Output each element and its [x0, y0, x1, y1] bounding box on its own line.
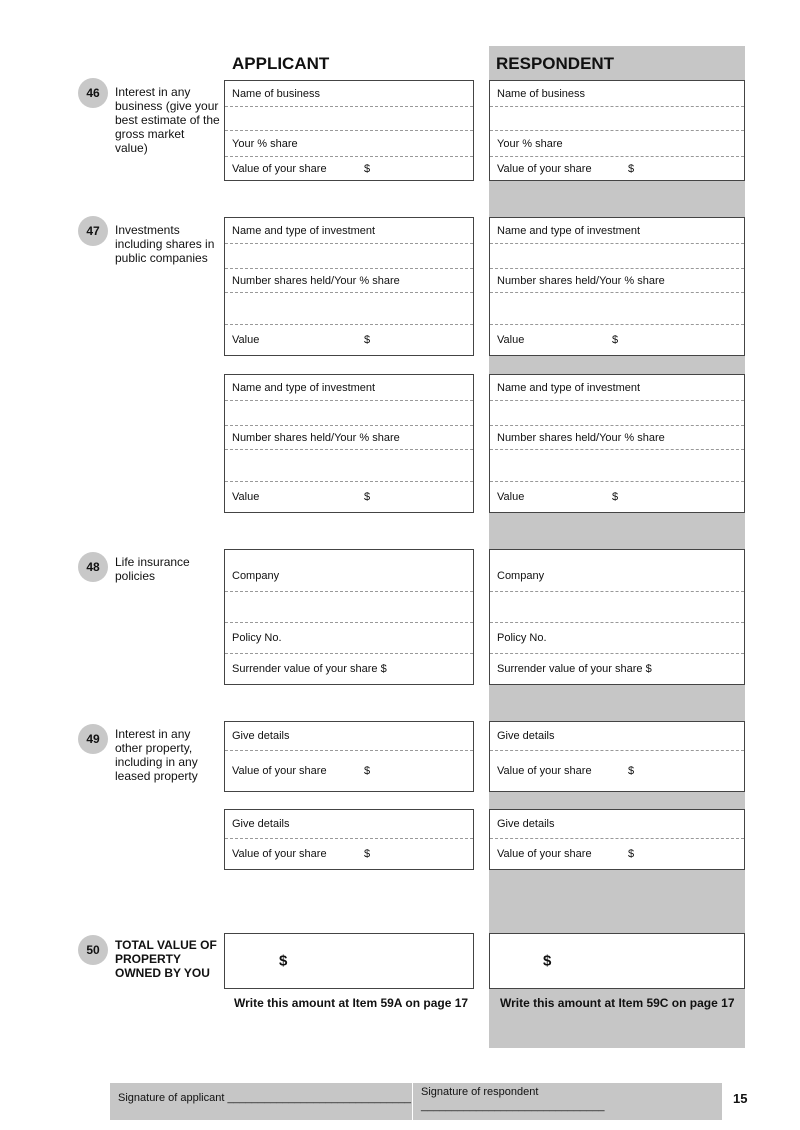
give-details-field[interactable]: Give details [232, 730, 290, 742]
question-50-label: TOTAL VALUE OF PROPERTY OWNED BY YOU [115, 938, 217, 980]
applicant-investment-box-1 [224, 217, 474, 356]
name-of-business-field[interactable]: Name of business [232, 87, 321, 100]
number-shares-entry[interactable] [490, 292, 744, 324]
name-of-business-entry[interactable] [225, 106, 473, 130]
respondent-investment-box-2 [489, 374, 745, 513]
give-details-field[interactable]: Give details [497, 818, 555, 830]
investment-name-field[interactable]: Name and type of investment [232, 381, 376, 394]
currency-symbol: $ [543, 952, 552, 970]
page-number: 15 [733, 1091, 748, 1106]
investment-value-field[interactable]: Value $ [225, 481, 473, 512]
company-entry[interactable] [490, 591, 744, 622]
number-shares-entry[interactable] [225, 292, 473, 324]
company-field[interactable]: Company [232, 570, 280, 582]
surrender-value-field[interactable]: Surrender value of your share $ [225, 653, 473, 684]
investment-value-field[interactable]: Value $ [225, 324, 473, 355]
value-of-share-field[interactable]: Value of your share $ [490, 838, 744, 869]
investment-name-field[interactable]: Name and type of investment [232, 224, 376, 237]
applicant-insurance-box [224, 549, 474, 685]
number-shares-field[interactable]: Number shares held/Your % share [490, 268, 744, 292]
respondent-insurance-box [489, 549, 745, 685]
name-of-business-field[interactable]: Name of business [497, 87, 586, 100]
value-of-share-field[interactable]: Value of your share $ [490, 156, 744, 180]
value-of-share-field[interactable]: Value of your share $ [225, 750, 473, 791]
respondent-total-value-field[interactable] [489, 933, 745, 989]
your-share-field[interactable]: Your % share [225, 130, 473, 156]
question-number-48: 48 [78, 552, 108, 582]
investment-name-field[interactable]: Name and type of investment [497, 381, 641, 394]
currency-symbol: $ [279, 952, 288, 970]
respondent-signature-line[interactable]: ______________________________ [421, 1100, 605, 1112]
respondent-total-note: Write this amount at Item 59C on page 17 [500, 996, 735, 1010]
respondent-investment-box-1 [489, 217, 745, 356]
respondent-signature-label: Signature of respondent [421, 1086, 539, 1098]
investment-value-field[interactable]: Value $ [490, 481, 744, 512]
question-48-label: Life insurance policies [115, 555, 190, 583]
applicant-signature-line[interactable]: Signature of applicant ______________________________ [118, 1092, 411, 1104]
question-49-label: Interest in any other property, including in any leased property [115, 727, 198, 783]
investment-name-entry[interactable] [225, 400, 473, 425]
respondent-column-band [489, 46, 745, 1048]
applicant-business-box [224, 80, 474, 181]
investment-name-entry[interactable] [490, 243, 744, 268]
number-shares-entry[interactable] [225, 449, 473, 481]
question-number-49: 49 [78, 724, 108, 754]
value-of-share-field[interactable]: Value of your share $ [225, 156, 473, 180]
question-number-46: 46 [78, 78, 108, 108]
give-details-field[interactable]: Give details [232, 818, 290, 830]
value-of-share-field[interactable]: Value of your share $ [490, 750, 744, 791]
policy-number-field[interactable]: Policy No. [490, 622, 744, 653]
investment-value-field[interactable]: Value $ [490, 324, 744, 355]
investment-name-field[interactable]: Name and type of investment [497, 224, 641, 237]
policy-number-field[interactable]: Policy No. [225, 622, 473, 653]
respondent-business-box [489, 80, 745, 181]
company-field[interactable]: Company [497, 570, 545, 582]
your-share-field[interactable]: Your % share [490, 130, 744, 156]
question-46-label: Interest in any business (give your best estimate of the gross market value) [115, 85, 220, 155]
respondent-property-box-1 [489, 721, 745, 792]
number-shares-field[interactable]: Number shares held/Your % share [490, 425, 744, 449]
question-number-47: 47 [78, 216, 108, 246]
number-shares-entry[interactable] [490, 449, 744, 481]
surrender-value-field[interactable]: Surrender value of your share $ [490, 653, 744, 684]
respondent-header: RESPONDENT [496, 54, 615, 73]
applicant-property-box-2 [224, 809, 474, 870]
name-of-business-entry[interactable] [490, 106, 744, 130]
question-number-50: 50 [78, 935, 108, 965]
number-shares-field[interactable]: Number shares held/Your % share [225, 268, 473, 292]
investment-name-entry[interactable] [225, 243, 473, 268]
investment-name-entry[interactable] [490, 400, 744, 425]
respondent-property-box-2 [489, 809, 745, 870]
applicant-investment-box-2 [224, 374, 474, 513]
give-details-field[interactable]: Give details [497, 730, 555, 742]
question-47-label: Investments including shares in public companies [115, 223, 215, 265]
applicant-total-value-field[interactable] [224, 933, 474, 989]
applicant-total-note: Write this amount at Item 59A on page 17 [234, 996, 469, 1010]
number-shares-field[interactable]: Number shares held/Your % share [225, 425, 473, 449]
signature-divider [412, 1083, 413, 1120]
applicant-property-box-1 [224, 721, 474, 792]
value-of-share-field[interactable]: Value of your share $ [225, 838, 473, 869]
applicant-header: APPLICANT [232, 54, 330, 73]
company-entry[interactable] [225, 591, 473, 622]
